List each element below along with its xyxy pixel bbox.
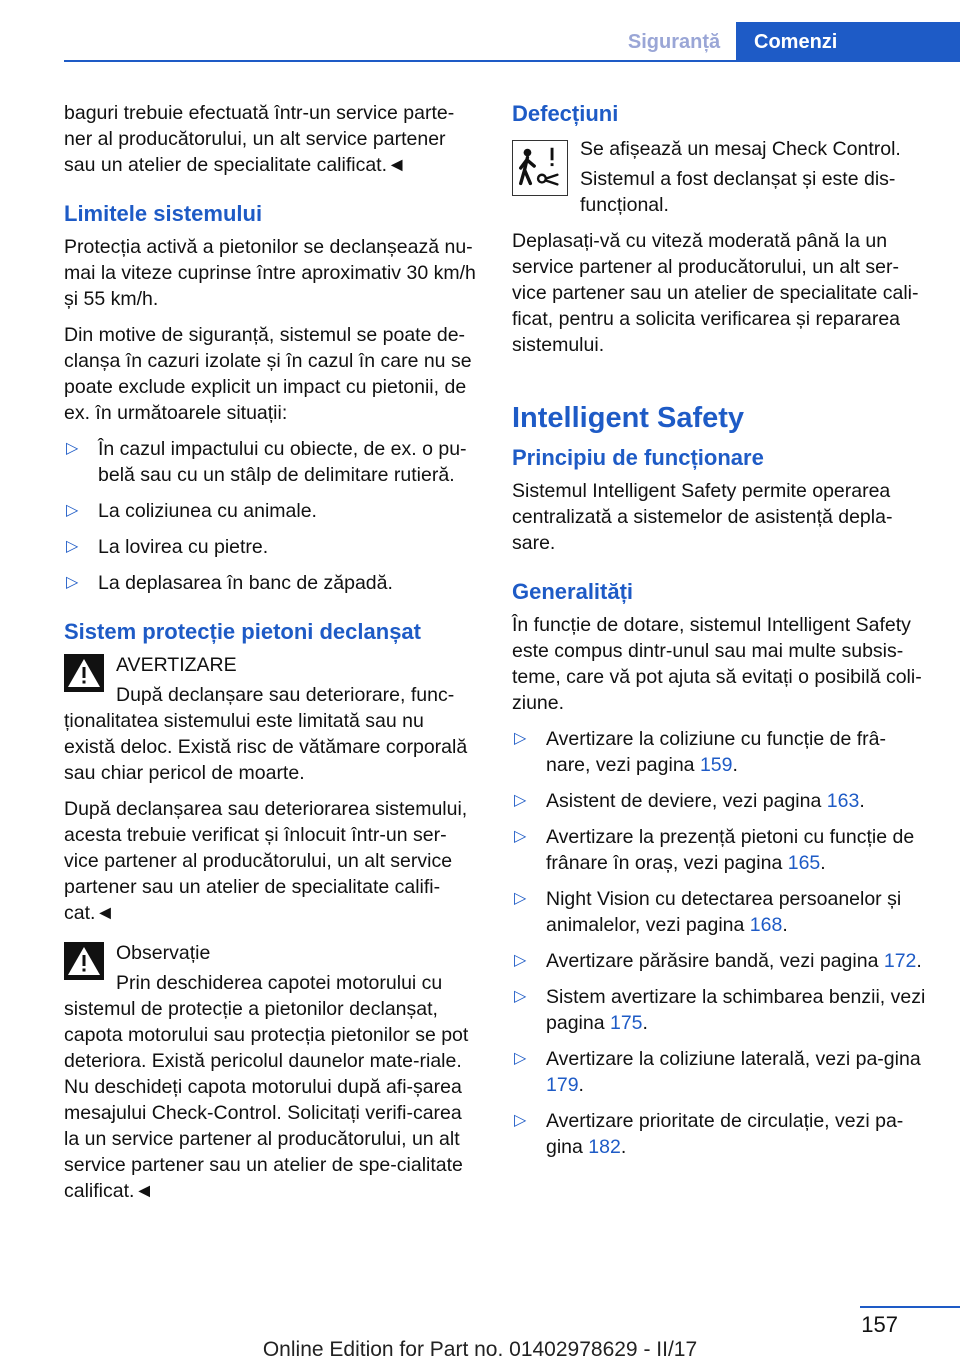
triangle-bullet-icon: ▷ <box>66 538 79 555</box>
list-item: ▷ Avertizare la prezență pietoni cu funcție de frânare în oraș, vezi pagina 165. <box>514 826 915 874</box>
warning-triangle-icon <box>64 942 104 980</box>
footer-edition: Online Edition for Part no. 01402978629 - II/17 <box>262 1338 698 1361</box>
list-item: ▷ Asistent de deviere, vezi pagina 163. <box>514 790 865 812</box>
principle-paragraph: Sistemul Intelligent Safety permite operarea centralizată a sistemelor de asistență depla-sare. <box>512 480 893 554</box>
footer-rule <box>860 1306 960 1308</box>
note-text: Prin deschiderea capotei motorului cu sistemul de protecție a pietonilor declanșat, capota motorului sau protecția pietonilor se pot deteriora. Există pericolul daunelor mate-riale. Nu deschideți capota motorului după afi-șarea mesajului Check-Control. Solicitați verifi-carea la un service partener al producătorului, un alt service partener sau un atelier de spe-cialitate calificat.◄ <box>64 972 469 1202</box>
triangle-bullet-icon: ▷ <box>514 1050 527 1067</box>
note-block <box>64 940 476 1204</box>
warning-block <box>64 652 476 786</box>
pedestrian-protection-fault-icon <box>512 140 568 196</box>
page-reference-link[interactable]: 163 <box>826 790 860 812</box>
triangle-bullet-icon: ▷ <box>514 952 527 969</box>
triangle-bullet-icon: ▷ <box>66 502 79 519</box>
limits-paragraph-2: Din motive de siguranță, sistemul se poate de-clanșa în cazuri izolate și în cazul în care nu se poate exclude explicit un impact cu pietonii, de ex. în următoarele situații: <box>64 324 472 424</box>
heading-protection-triggered: Sistem protecție pietoni declanșat <box>64 619 421 644</box>
header-rule <box>64 60 960 62</box>
triangle-bullet-icon: ▷ <box>514 988 527 1005</box>
list-item: ▷ La coliziunea cu animale. <box>66 500 317 522</box>
triangle-bullet-icon: ▷ <box>514 792 527 809</box>
page-reference-link[interactable]: 179 <box>546 1074 579 1096</box>
triangle-bullet-icon: ▷ <box>514 1112 527 1129</box>
right-column <box>512 100 928 1170</box>
triangle-bullet-icon: ▷ <box>514 730 527 747</box>
list-item: ▷ Avertizare la coliziune cu funcție de frâ-nare, vezi pagina 159. <box>514 728 886 776</box>
list-item: ▷ Avertizare prioritate de circulație, vezi pa-gina 182. <box>514 1110 904 1158</box>
list-item: ▷ Avertizare părăsire bandă, vezi pagina 172. <box>514 950 922 972</box>
fault-line-1: Se afișează un mesaj Check Control. <box>580 138 901 160</box>
page-reference-link[interactable]: 159 <box>699 754 733 776</box>
heading-intelligent-safety: Intelligent Safety <box>512 402 745 434</box>
triangle-bullet-icon: ▷ <box>514 890 527 907</box>
heading-system-limits: Limitele sistemului <box>64 201 263 226</box>
warning-text: După declanșare sau deteriorare, func-ționalitatea sistemului este limitată sau nu există deloc. Există risc de vătămare corporală sau chiar pericol de moarte. <box>64 684 468 784</box>
left-column <box>64 100 476 1214</box>
page-reference-link[interactable]: 168 <box>749 914 783 936</box>
warning-title: AVERTIZARE <box>116 654 237 676</box>
list-item: ▷ Sistem avertizare la schimbarea benzii, vezi pagina 175. <box>514 986 926 1034</box>
list-item: ▷ În cazul impactului cu obiecte, de ex. o pu-belă sau cu un stâlp de delimitare rutieră. <box>66 438 467 486</box>
page-reference-link[interactable]: 172 <box>883 950 917 972</box>
fault-info-block <box>512 136 928 218</box>
list-item: ▷ La lovirea cu pietre. <box>66 536 269 558</box>
page-reference-link[interactable]: 182 <box>588 1136 621 1158</box>
list-item: ▷ Avertizare la coliziune laterală, vezi pa-gina 179. <box>514 1048 921 1096</box>
heading-principle: Principiu de funcționare <box>512 445 764 470</box>
note-title: Observație <box>116 942 211 964</box>
limits-bullet-list <box>64 436 476 596</box>
subsystem-list <box>512 726 928 1160</box>
after-trigger-paragraph: După declanșarea sau deteriorarea sistemului, acesta trebuie verificat și înlocuit într-un ser-vice partener al producătorului, un alt service partener sau un atelier de specialitate califi-cat.◄ <box>64 798 468 924</box>
general-paragraph: În funcție de dotare, sistemul Intelligent Safety este compus dintr-unul sau mai multe subsis-teme, care vă pot ajuta să evitați o posibilă coli-ziune. <box>512 614 922 714</box>
triangle-bullet-icon: ▷ <box>66 574 79 591</box>
header-section-tab[interactable]: Siguranță <box>627 31 721 53</box>
faults-paragraph: Deplasați-vă cu viteză moderată până la un service partener al producătorului, un alt ser-vice partener sau un atelier de specialitate cali-ficat, pentru a solicita verificarea și repararea sistemului. <box>512 230 919 356</box>
intro-paragraph: baguri trebuie efectuată într-un service parte-ner al producătorului, un alt service partener sau un atelier de specialitate calificat.◄ <box>64 102 455 176</box>
heading-faults: Defecțiuni <box>512 101 619 126</box>
limits-paragraph-1: Protecția activă a pietonilor se declanșează nu-mai la viteze cuprinse între aproximativ 30 km/h și 55 km/h. <box>64 236 476 310</box>
heading-general: Generalități <box>512 579 634 604</box>
warning-triangle-icon <box>64 654 104 692</box>
page-number: 157 <box>861 1312 898 1337</box>
header-chapter-tab[interactable]: Comenzi <box>736 22 960 62</box>
page-reference-link[interactable]: 175 <box>609 1012 643 1034</box>
triangle-bullet-icon: ▷ <box>66 440 79 457</box>
fault-line-2: Sistemul a fost declanșat și este dis-funcțional. <box>580 168 896 216</box>
list-item: ▷ La deplasarea în banc de zăpadă. <box>66 572 393 594</box>
triangle-bullet-icon: ▷ <box>514 828 527 845</box>
page-reference-link[interactable]: 165 <box>787 852 821 874</box>
list-item: ▷ Night Vision cu detectarea persoanelor și animalelor, vezi pagina 168. <box>514 888 902 936</box>
